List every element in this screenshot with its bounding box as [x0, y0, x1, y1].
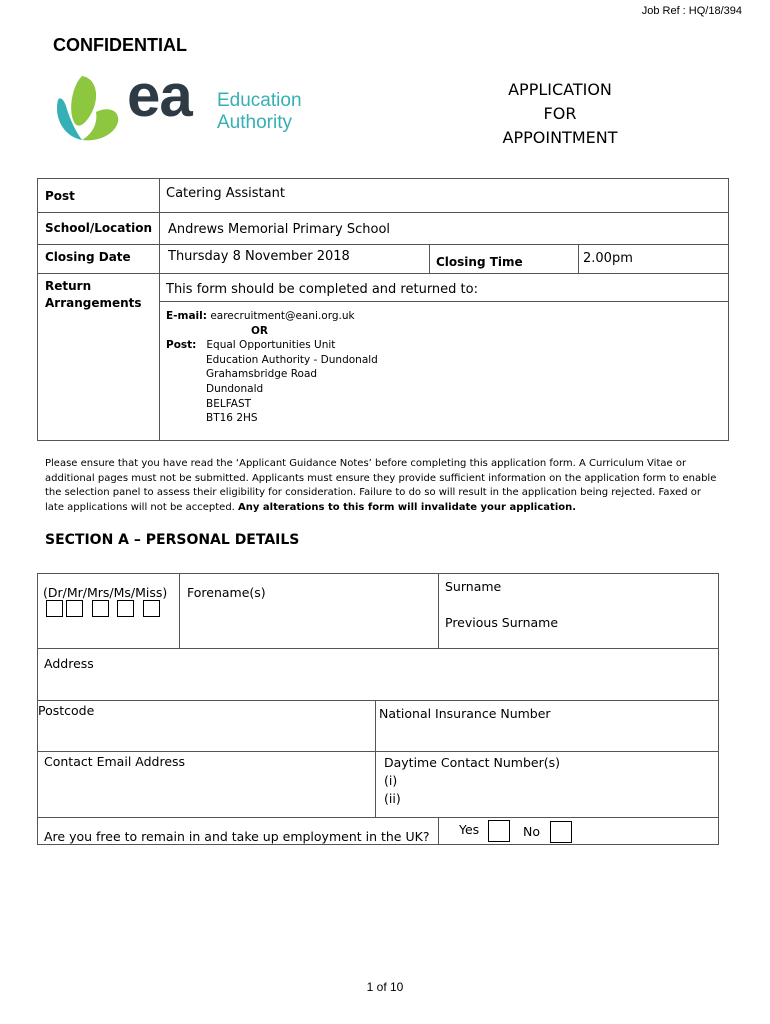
address-line: BT16 2HS — [206, 412, 258, 425]
forename-label: Forename(s) — [187, 585, 266, 600]
no-label: No — [523, 824, 540, 839]
logo-wordmark — [217, 90, 302, 134]
surname-label: Surname — [445, 579, 502, 594]
phone-i-label: (i) — [384, 773, 398, 788]
yes-checkbox[interactable] — [488, 820, 510, 842]
address-line: Dundonald — [206, 382, 264, 395]
page-number: 1 of 10 — [366, 980, 404, 994]
confidential-heading: CONFIDENTIAL — [53, 35, 187, 55]
leaf-logo-icon — [52, 72, 124, 144]
email-value: earecruitment@eani.org.uk — [210, 310, 355, 322]
yes-label: Yes — [459, 822, 480, 837]
closing-time-value: 2.00pm — [583, 251, 633, 266]
school-value: Andrews Memorial Primary School — [168, 222, 391, 237]
job-reference: Job Ref : HQ/18/394 — [641, 5, 742, 17]
personal-details-table — [37, 573, 719, 845]
return-label-line-1: Return — [45, 279, 92, 293]
email-label: E-mail: — [166, 310, 207, 322]
title-line-2: FOR — [543, 104, 577, 123]
logo-mark: ea — [127, 62, 192, 129]
title-checkbox-dr[interactable] — [46, 600, 63, 617]
ni-number-label: National Insurance Number — [379, 706, 551, 721]
guidance-warning: Any alterations to this form will invalidate your application. — [238, 501, 577, 513]
title-checkbox-miss[interactable] — [143, 600, 160, 617]
post-label: Post — [45, 189, 75, 203]
school-label: School/Location — [45, 221, 153, 235]
title-checkboxes — [46, 600, 160, 622]
contact-email-label: Contact Email Address — [44, 754, 186, 769]
return-label-line-2: Arrangements — [45, 296, 142, 310]
address-field[interactable] — [38, 674, 718, 700]
section-a-heading: SECTION A – PERSONAL DETAILS — [45, 532, 300, 548]
phone-ii-label: (ii) — [384, 791, 401, 806]
guidance-text: Please ensure that you have read the ‘Applicant Guidance Notes’ before completing this application form. A Curriculum Vitae or additional pages must not be submitted. Applicants must ensure they provide sufficient information on the application form to enable the selection panel to assess their eligibility for consideration. Failure to do so will result in the application being rejected. Faxed or late applications will not be accepted. — [45, 458, 717, 513]
title-checkbox-mrs[interactable] — [92, 600, 109, 617]
closing-time-label: Closing Time — [436, 255, 523, 269]
no-checkbox[interactable] — [550, 821, 572, 843]
address-line: Equal Opportunities Unit — [206, 339, 336, 352]
postcode-label: Postcode — [38, 703, 95, 718]
uk-eligibility-question: Are you free to remain in and take up employment in the UK? — [44, 829, 430, 844]
logo-line-1: Education — [217, 90, 302, 111]
title-checkbox-mr[interactable] — [66, 600, 83, 617]
ea-logo — [52, 62, 332, 144]
closing-date-value: Thursday 8 November 2018 — [168, 249, 350, 264]
return-address-block — [166, 309, 586, 426]
forename-field[interactable] — [180, 602, 438, 647]
address-line: Education Authority - Dundonald — [206, 353, 378, 366]
title-line-1: APPLICATION — [508, 80, 612, 99]
address-label: Address — [44, 656, 94, 671]
daytime-phone-label: Daytime Contact Number(s) — [384, 755, 560, 770]
logo-line-2: Authority — [217, 112, 292, 133]
address-line: BELFAST — [206, 397, 252, 410]
or-label: OR — [251, 324, 269, 337]
title-label: (Dr/Mr/Mrs/Ms/Miss) — [43, 585, 168, 600]
title-line-3: APPOINTMENT — [502, 128, 618, 147]
previous-surname-label: Previous Surname — [445, 615, 559, 630]
return-intro: This form should be completed and returned to: — [166, 282, 478, 297]
post-value: Catering Assistant — [166, 186, 285, 201]
post-address-label: Post: — [166, 339, 197, 352]
closing-date-label: Closing Date — [45, 250, 131, 264]
title-checkbox-ms[interactable] — [117, 600, 134, 617]
job-details-table — [37, 178, 729, 441]
return-label — [45, 278, 142, 312]
address-line: Grahamsbridge Road — [206, 368, 318, 381]
guidance-paragraph — [45, 457, 720, 515]
form-title — [470, 78, 650, 150]
daytime-phone-block — [384, 754, 560, 808]
